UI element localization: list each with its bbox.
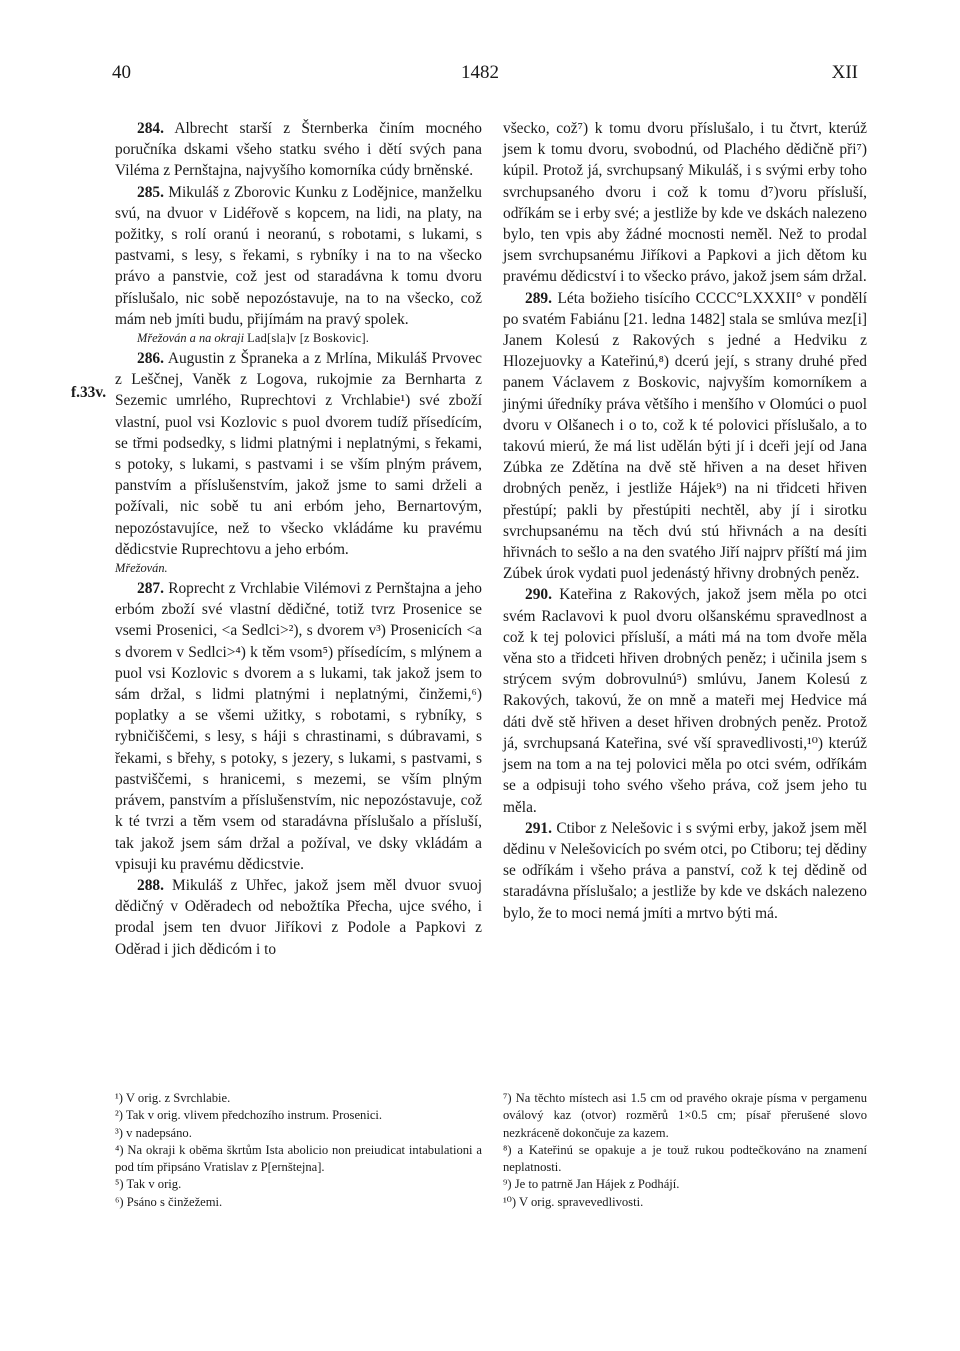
- left-column: [115, 118, 482, 960]
- footnote: ⁶) Psáno s činžežemi.: [115, 1194, 223, 1209]
- page-header: [0, 62, 960, 92]
- entry-285: [115, 182, 482, 330]
- entry-text: Kateřina z Rakových, jakož jsem měla po otci svém Raclavovi k puol dvoru olšanskému spravedlnost a což k tej polovici přísluší, a máti má na tom dvoře měla věna sto a třidceti hřiven drobných peněz; i učinila jsem s strýcem svým dobrovulnú⁵) smlúvu, Janem Kolesú z Rakových, takovú, že on mně a mateři mej Hedvice má dáti dvě stě hřiven a deset hřiven drobných peněz. Protož já, svrchupsaná Kateřina, své vší spravedlivosti,¹⁰) kterúž jsem na tom a na tej polovici měla po otci svém, odříkám se a odpisuji toho svého všeho práva, což jsem jeho tu měla.: [503, 586, 867, 816]
- footnote: ⁴) Na okraji k oběma škrtům Ista abolicio non preiudicat intabulationi a pod tím připsáno Vratislav z P[ernštejna].: [115, 1142, 482, 1175]
- entry-text: Augustin z Špraneka a z Mrlína, Mikuláš Prvovec z Leščnej, Vaněk z Logova, rukojmie za Bernharta z Sezemic umrlého, Ruprechtovi z Vrchlabie¹) své zboží vlastní, puol vsi Kozlovic s puol dvorem tudíž přísedícím, se třmi podsedky, s lidmi platnými i neplatnými, s řekami, s potoky, s lukami, s pastvami i se vším plným právem, panstvím a příslušenstvím, jakož jsme to sami drželi a požívali, nic sobě tu ani erbóm jeho, Bernartovým, nepozóstavujíce, než to všecko vkládáme ku pravému dědicstvie Ruprechtovu a jeho erbóm.: [115, 350, 483, 558]
- entry-text: Ctibor z Nelešovic i s svými erby, jakož jsem měl dědinu v Nelešovicích po svém otci, po Ctiboru; tej dědiny se odříkám i všeho práva a panství, což k tej dědině od staradávna příslušalo; a jestliže by kde ve dskách nalezeno bylo, že to moci nemá jmíti a mrtvo býti má.: [503, 819, 867, 922]
- footnote: ¹) V orig. z Svrchlabie.: [115, 1091, 231, 1105]
- footnote: ³) v nadepsáno.: [115, 1125, 192, 1140]
- entry-text: Mikuláš z Uhřec, jakož jsem měl dvuor svuoj dědičný v Oděradech od nebožtíka Přecha, ujce svého, i prodal jsem ten dvuor Jiříkovi z Podole a Papkovi z Oděrad i jich dědicóm i to: [115, 876, 482, 958]
- entry-number: 288.: [137, 876, 164, 894]
- entry-290: [503, 584, 867, 817]
- section-numeral: XII: [831, 62, 858, 83]
- folio-margin-mark: f.33v.: [71, 384, 107, 401]
- right-column: [503, 118, 867, 924]
- entry-number: 284.: [137, 120, 164, 137]
- footnote: ⁸) a Kateřinú se opakuje a je touž rukou podtečkováno na znamení neplatnosti.: [503, 1142, 867, 1175]
- entry-286: [115, 348, 482, 560]
- footnote: ⁷) Na těchto místech asi 1.5 cm od pravého okraje písma v pergamenu oválový kaz (otvor) rozměrů 1×0.5 cm; písař přerušené slovo nezkráceně dokončuje za kazem.: [503, 1091, 867, 1140]
- footnote: ²) Tak v orig. vlivem předchozího instrum. Prosenici.: [115, 1108, 383, 1123]
- entry-number: 287.: [137, 580, 164, 598]
- year-heading: 1482: [461, 62, 499, 83]
- footnotes-right: [503, 1090, 867, 1211]
- entry-number: 286.: [137, 350, 164, 368]
- entry-289: [503, 288, 867, 585]
- entry-text: Mikuláš z Zborovic Kunku z Lodějnice, manželku svú, na dvuor v Lidéřově s kopcem, na lidi, na platy, na požitky, s rolí oranú i neoranú, s robotami, s lukami, s pastvami, s lesy, s řekami, s rybníky i na to na všecko právo a panstvie, což jest od staradávna k tomu dvoru příslušalo, nic sobě nepozóstavuje, na to na všecko, což mám neb jmíti budu, přijímám na pravý spolek.: [115, 183, 482, 328]
- footnote: ⁹) Je to patrně Jan Hájek z Podhájí.: [503, 1177, 680, 1192]
- entry-text: Roprecht z Vrchlabie Vilémovi z Pernštajna a jeho erbóm zboží své vlastní dědičné, totiž tvrz Prosenice se vsemi Prosenici, <a Sedlci>²), s dvorem v³) Prosenicích <a s dvorem v Sedlci>⁴) k těm vsom⁵) přísedícím, s mlýnem a puol vsi Kozlovic s dvorem a s lukami, tak jakož jsem to sám držal, s lidmi platnými i neplatnými, činžemi,⁶) poplatky a se všemi užitky, s robotami, s rybníky, s rybničiščemi, s lesy, s háji s chrastinami, s dúbravami, s řekami, s břehy, s potoky, s jezery, s lukami, s pastvami, s pastviščemi, s hranicemi, s mezemi, se vším plným právem, panstvím a příslušenstvím, nic nepozóstavuje, což k té tvrzi a těm vsem od staradávna příslušalo a přísluší, tak jakož jsem sám držal a požíval, ve dsky vkládám a vpisuji ku pravému dědicstvie.: [115, 580, 482, 873]
- entry-288-continuation: všecko, což⁷) k tomu dvoru příslušalo, i tu čtvrt, kterúž jsem k tomu dvoru, svobodnú, od Plachého dědičně při⁷) kúpil. Protož já, svrchupsaný Mikuláš, i s svými erby toho svrchupsaného dvoru i což k tomu d⁷)voru přísluší, odříkám se i erby své; a jestliže by kde ve dskách nalezeno bylo, ten vpis aby žádné mocnosti neměl. Než to prodal jsem svrchupsanému Jiříkovi a Papkovi a jich dětom ku pravému dědicství i to všecko právo, jakož jsem sám držal.: [503, 120, 867, 286]
- entry-text: Albrecht starší z Šternberka činím mocného poručníka dskami všeho statku svého i dětí svých pana Viléma z Pernštajna, najvyšího komorníka cúdy brněnské.: [115, 120, 482, 180]
- entry-number: 285.: [137, 183, 164, 201]
- entry-284: [115, 118, 482, 182]
- entry-288: [115, 875, 482, 960]
- entry-text: Léta božieho tisícího CCCC°LXXXII° v pondělí po svatém Fabiánu [21. ledna 1482] stala se smlúva mez[i] Janem Kolesú z Rakových s jedné a Hedviku z Hlozejuovky a Kateřinú,⁸) dcerú její, s strany druhé před panem Václavem z Boskovic, najvyším komorníkem a jinými úředníky práva většího i menšího v Olomúci o puol dvoru v Olšanech i o to, což k té polovici příslušalo, a to takovú mierú, že má list udělán býti jí i dceři její od Jana Zúbka ze Zdětína na dvě stě hřiven a na deset hřiven drobných peněz, i jestliže Hájek⁹) na ni třidceti hřiven přestúpí; pakli by přestúpiti nechtěl, aby jí i sirotku svrchupsanému na těch dvú stú hřivnách a na desíti hřivnách to sešlo a na den svatého Jiří najprv příští má jim Zúbek úrok vydati puol jedenástý hřivny drobných peněz.: [503, 289, 867, 583]
- entry-number: 291.: [525, 819, 552, 837]
- entry-287: [115, 578, 482, 875]
- footnote: ¹⁰) V orig. spravevedlivosti.: [503, 1194, 644, 1209]
- entry-note: Mřežován a na okraji Lad[sla]v [z Boskovic].: [137, 331, 370, 346]
- entry-number: 289.: [525, 289, 552, 307]
- footnotes-left: [115, 1090, 482, 1211]
- entry-note: Mřežován.: [115, 561, 168, 576]
- page-number: 40: [112, 62, 131, 83]
- entry-number: 290.: [525, 586, 552, 604]
- entry-291: [503, 818, 867, 924]
- footnote: ⁵) Tak v orig.: [115, 1177, 182, 1192]
